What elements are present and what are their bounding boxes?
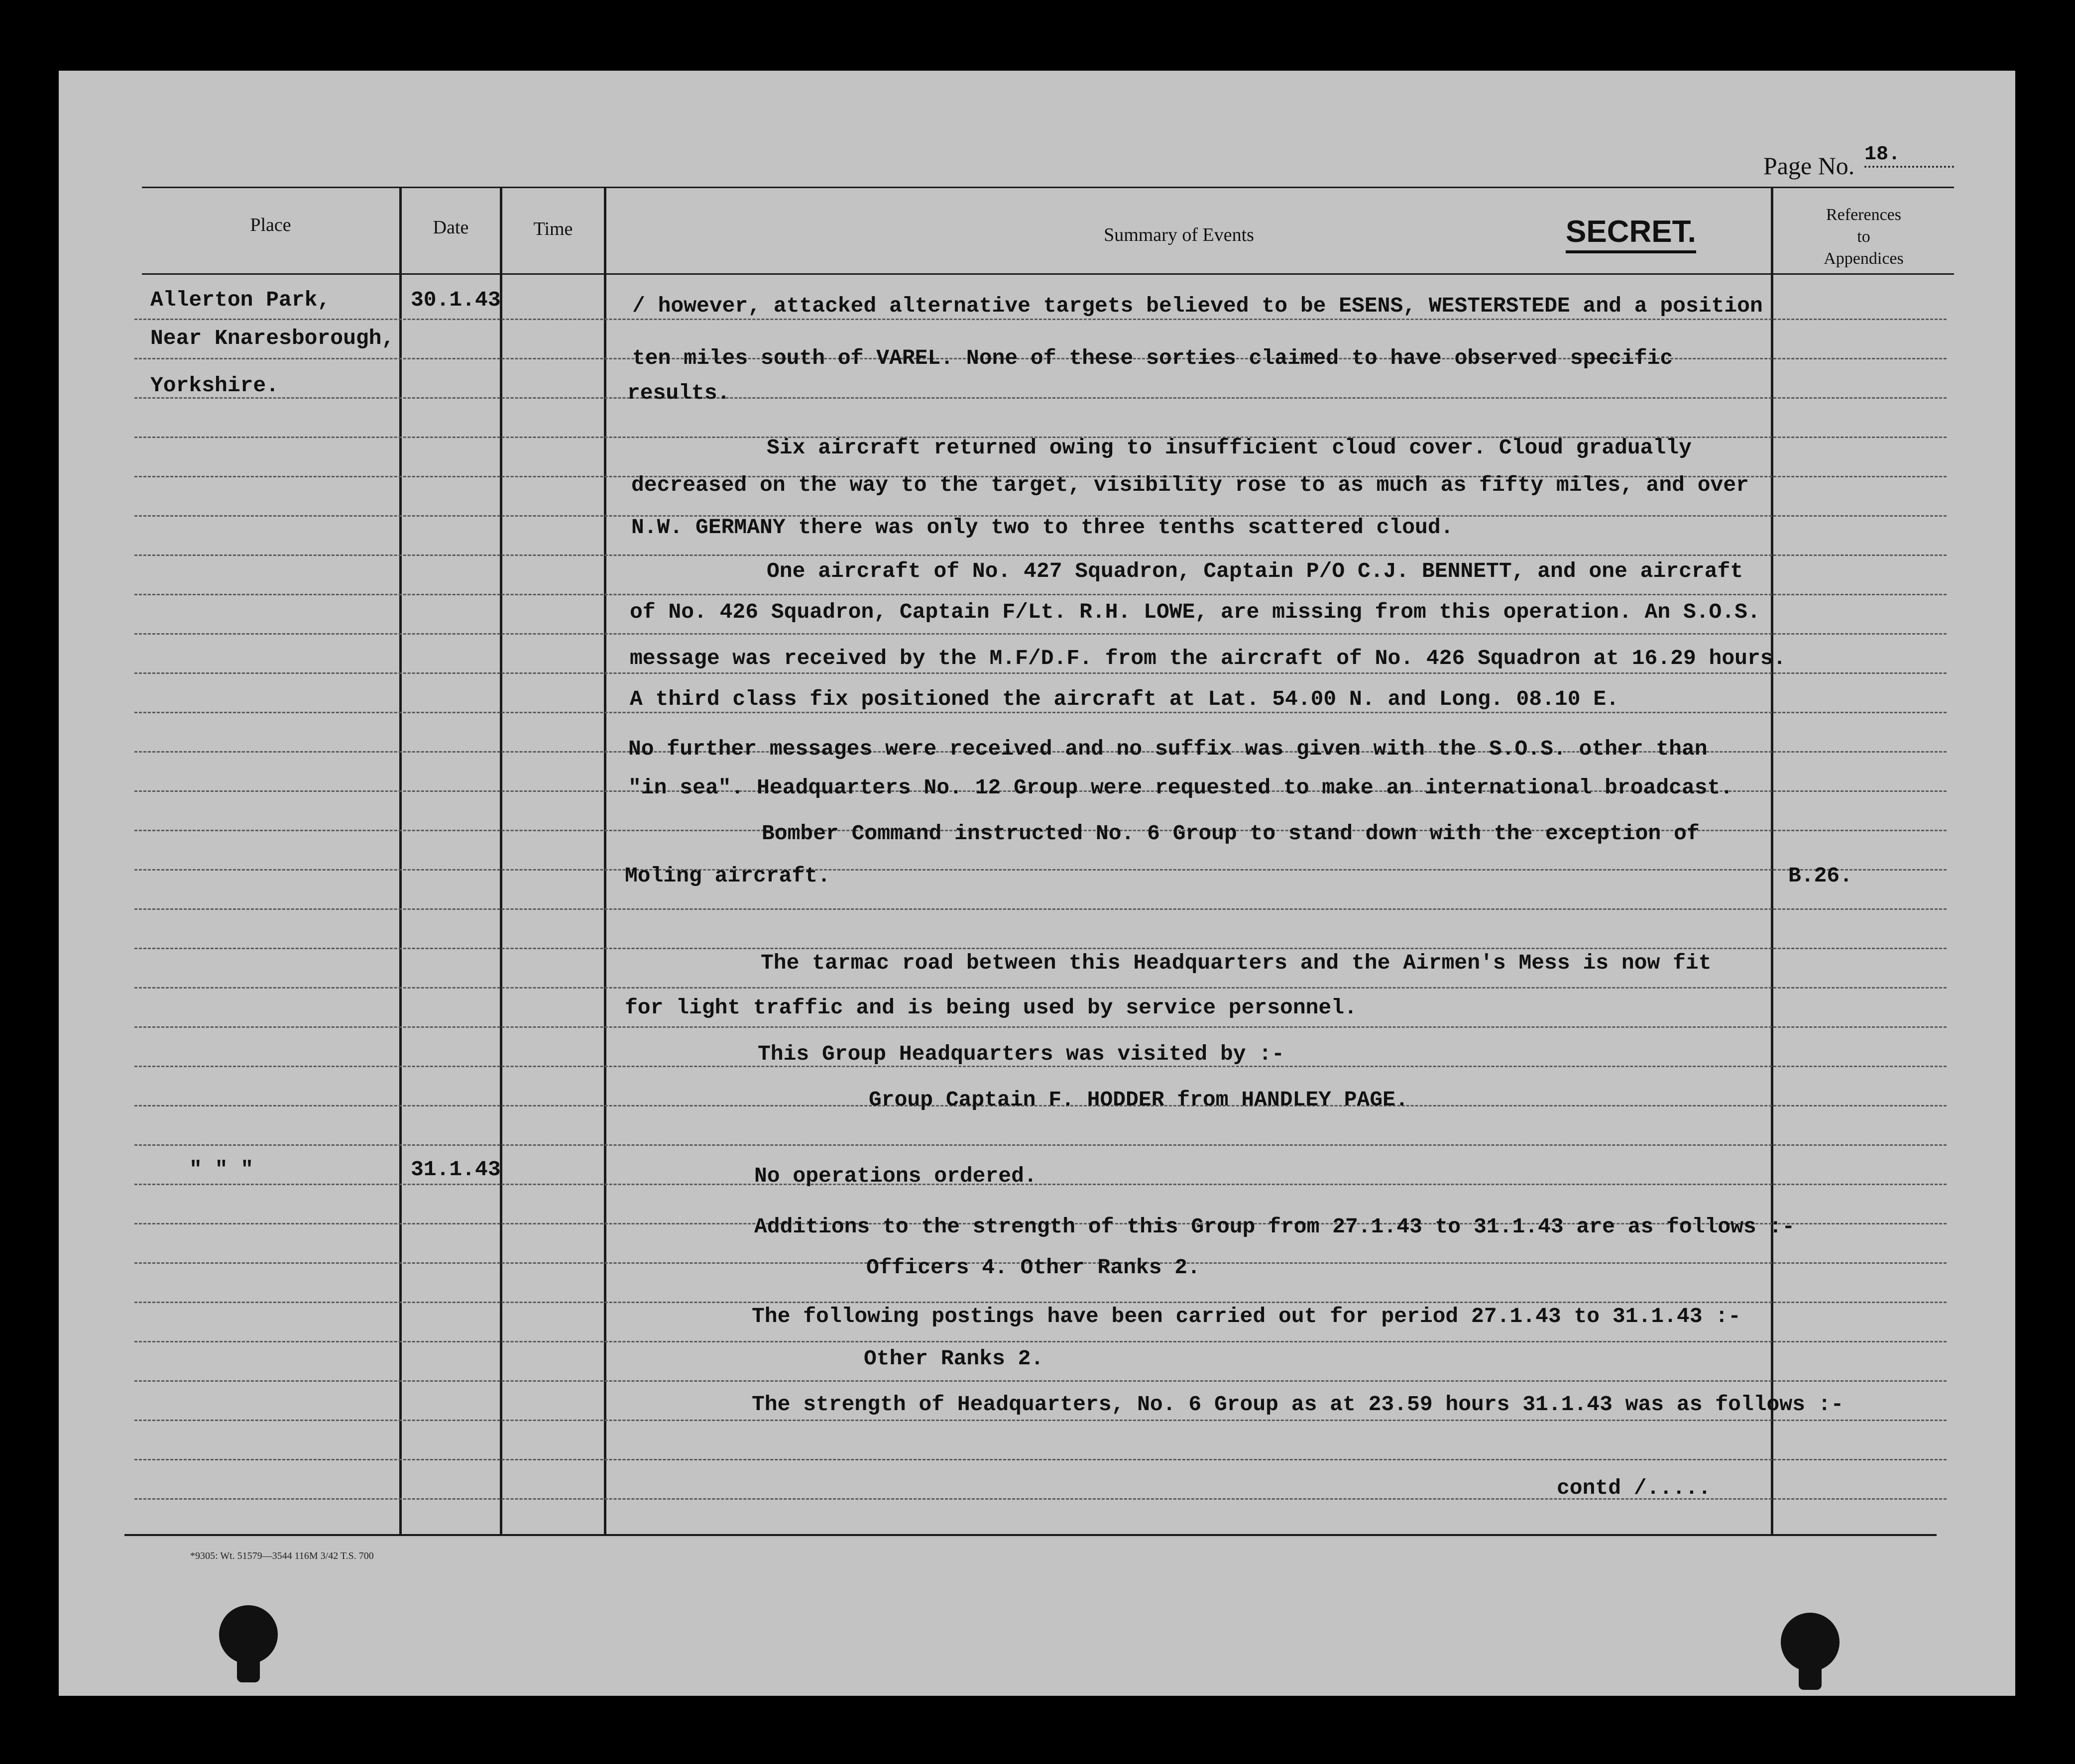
ruled-line — [134, 594, 1947, 595]
header-date: Date — [433, 217, 469, 238]
summary-line: A third class fix positioned the aircraft at Lat. 54.00 N. and Long. 08.10 E. — [630, 687, 1619, 711]
page-number-label: Page No. — [1763, 152, 1855, 180]
date-1: 30.1.43 — [411, 288, 501, 312]
place-line-3: Yorkshire. — [150, 373, 279, 398]
summary-line: No operations ordered. — [754, 1164, 1037, 1188]
punch-hole-left-slot — [237, 1648, 260, 1682]
summary-line: Six aircraft returned owing to insufficient cloud cover. Cloud gradually — [767, 436, 1692, 460]
summary-line: decreased on the way to the target, visibility rose to as much as fifty miles, and over — [631, 473, 1749, 497]
ruled-line — [134, 633, 1947, 635]
date-time-divider — [500, 187, 502, 1534]
summary-line: Additions to the strength of this Group from 27.1.43 to 31.1.43 are as follows :- — [754, 1214, 1795, 1239]
summary-line: N.W. GERMANY there was only two to three tenths scattered cloud. — [631, 515, 1454, 540]
continued-note: contd /..... — [1557, 1476, 1711, 1500]
ruled-line — [134, 554, 1947, 556]
time-summary-divider — [604, 187, 606, 1534]
summary-line: Bomber Command instructed No. 6 Group to stand down with the exception of — [762, 821, 1700, 846]
secret-stamp: SECRET. — [1566, 214, 1696, 253]
punch-hole-right-slot — [1799, 1655, 1822, 1690]
page-number: 18. — [1864, 143, 1954, 168]
ruled-line — [134, 1302, 1947, 1303]
summary-line: Other Ranks 2. — [864, 1346, 1044, 1371]
summary-line: Moling aircraft. — [625, 864, 830, 888]
ruled-line — [134, 1341, 1947, 1342]
ruled-line — [134, 908, 1947, 910]
ruled-line — [134, 1144, 1947, 1146]
summary-line: "in sea". Headquarters No. 12 Group were requested to make an international broadcast. — [628, 775, 1733, 800]
printer-imprint: *9305: Wt. 51579—3544 116M 3/42 T.S. 700 — [190, 1550, 374, 1561]
summary-line: This Group Headquarters was visited by :- — [758, 1042, 1284, 1066]
place-line-1: Allerton Park, — [150, 288, 331, 312]
header-references — [1773, 204, 1954, 270]
summary-line: The following postings have been carried out for period 27.1.43 to 31.1.43 :- — [752, 1304, 1741, 1328]
header-bottom-rule — [142, 273, 1954, 275]
summary-line: The strength of Headquarters, No. 6 Group as at 23.59 hours 31.1.43 was as follows :- — [752, 1392, 1844, 1417]
summary-line: Group Captain F. HODDER from HANDLEY PAGE. — [869, 1088, 1408, 1112]
summary-line: / however, attacked alternative targets believed to be ESENS, WESTERSTEDE and a position — [632, 294, 1763, 318]
summary-refs-divider — [1771, 187, 1773, 1534]
table-top-rule — [142, 187, 1954, 188]
ruled-line — [134, 319, 1947, 320]
summary-line: No further messages were received and no suffix was given with the S.O.S. other than — [628, 737, 1708, 761]
ruled-line — [134, 948, 1947, 949]
summary-line: The tarmac road between this Headquarters and the Airmen's Mess is now fit — [761, 951, 1712, 975]
ruled-line — [134, 987, 1947, 989]
summary-line: results. — [627, 381, 730, 405]
ruled-line — [134, 397, 1947, 399]
date-2: 31.1.43 — [411, 1157, 501, 1182]
header-time: Time — [533, 219, 573, 239]
ruled-line — [134, 1184, 1947, 1185]
place-date-divider — [399, 187, 402, 1534]
summary-line: ten miles south of VAREL. None of these sorties claimed to have observed specific — [632, 346, 1673, 370]
ruled-line — [134, 869, 1947, 871]
ruled-line — [134, 1420, 1947, 1421]
summary-line: of No. 426 Squadron, Captain F/Lt. R.H. LOWE, are missing from this operation. An S.O.S. — [630, 600, 1760, 624]
place-line-2: Near Knaresborough, — [150, 326, 395, 350]
table-bottom-rule — [124, 1534, 1937, 1536]
header-summary: Summary of Events — [1104, 224, 1254, 245]
header-refs-line-3: Appendices — [1824, 249, 1904, 268]
ruled-line — [134, 1459, 1947, 1460]
ruled-line — [134, 1026, 1947, 1028]
header-refs-line-2: to — [1857, 227, 1870, 246]
ruled-line — [134, 712, 1947, 713]
place-ditto: " " " — [189, 1157, 254, 1182]
header-refs-line-1: References — [1826, 206, 1901, 224]
summary-line: Officers 4. Other Ranks 2. — [866, 1255, 1200, 1280]
summary-line: One aircraft of No. 427 Squadron, Captain P/O C.J. BENNETT, and one aircraft — [767, 559, 1743, 583]
summary-line: message was received by the M.F/D.F. from the aircraft of No. 426 Squadron at 16.29 hours. — [630, 646, 1786, 670]
header-place: Place — [250, 215, 291, 235]
summary-line: for light traffic and is being used by service personnel. — [625, 995, 1357, 1020]
appendix-reference: B.26. — [1788, 864, 1853, 888]
ruled-line — [134, 1380, 1947, 1382]
ruled-line — [134, 672, 1947, 674]
